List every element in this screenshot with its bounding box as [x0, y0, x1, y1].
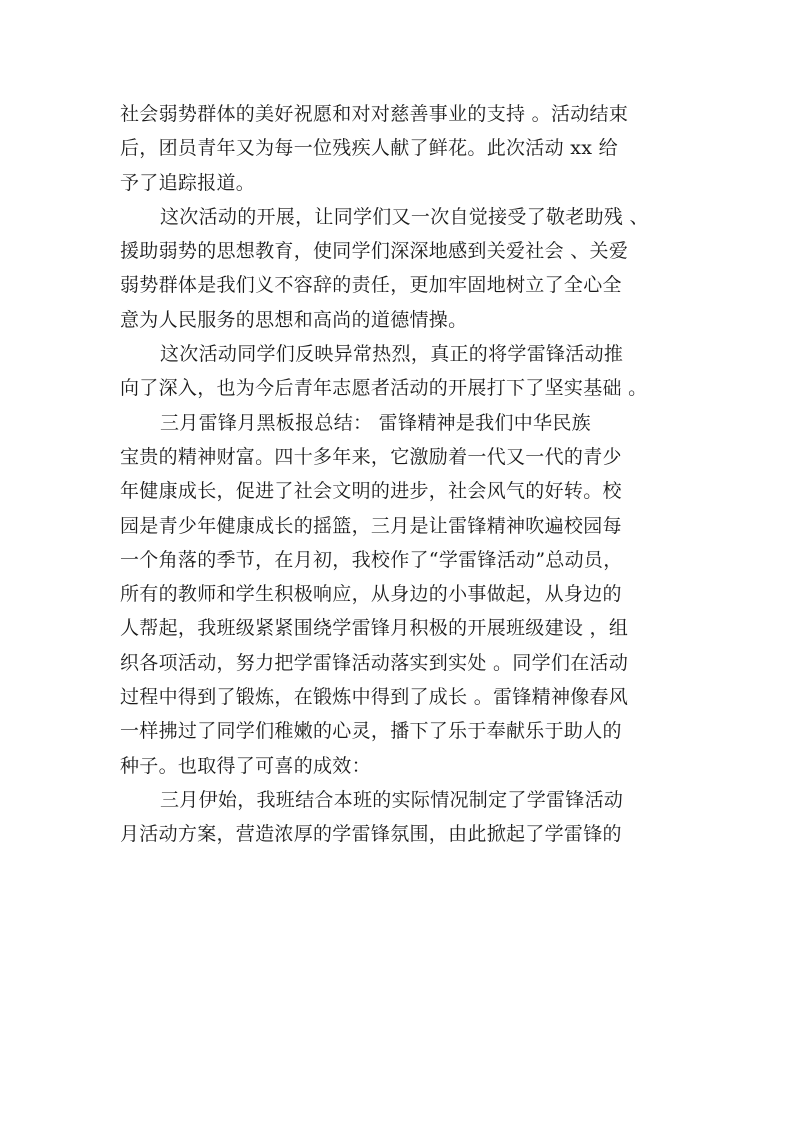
text-line: 园是青少年健康成长的摇篮，三月是让雷锋精神吹遍校园每	[120, 514, 622, 537]
paragraph-1	[120, 97, 680, 200]
text-line: 年健康成长，促进了社会文明的进步，社会风气的好转。校	[120, 480, 622, 503]
text-line: 月活动方案，营造浓厚的学雷锋氛围，由此掀起了学雷锋的	[120, 823, 622, 846]
text-line: 种子。也取得了可喜的成效：	[120, 754, 371, 777]
text-line: 这次活动同学们反映异常热烈，真正的将学雷锋活动推	[160, 343, 624, 366]
text-line: 予了追踪报道。	[120, 171, 256, 194]
paragraph-2	[120, 200, 680, 337]
text-line: 织各项活动，努力把学雷锋活动落实到实处 。同学们在活动	[120, 651, 629, 674]
text-line: 一样拂过了同学们稚嫩的心灵，播下了乐于奉献乐于助人的	[120, 720, 622, 743]
text-line: 三月雷锋月黑板报总结： 雷锋精神是我们中华民族	[160, 411, 591, 434]
text-line: 弱势群体是我们义不容辞的责任，更加牢固地树立了全心全	[120, 274, 622, 297]
paragraph-5	[120, 783, 680, 852]
text-line: 后，团员青年又为每一位残疾人献了鲜花。此次活动 xx 给	[120, 137, 618, 160]
text-line: 向了深入，也为今后青年志愿者活动的开展打下了坚实基础 。	[120, 377, 648, 400]
text-line: 一个角落的季节，在月初，我校作了“学雷锋活动”总动员，	[120, 548, 623, 571]
text-line: 人帮起，我班级紧紧围绕学雷锋月积极的开展班级建设 ，组	[120, 617, 629, 640]
text-line: 所有的教师和学生积极响应，从身边的小事做起，从身边的	[120, 583, 622, 606]
paragraph-4	[120, 406, 680, 783]
paragraph-3	[120, 337, 680, 406]
text-line: 援助弱势的思想教育，使同学们深深地感到关爱社会 、关爱	[120, 240, 629, 263]
text-line: 意为人民服务的思想和高尚的道德情操。	[120, 308, 468, 331]
text-line: 宝贵的精神财富。四十多年来，它激励着一代又一代的青少	[120, 445, 622, 468]
document-body	[120, 97, 680, 852]
text-line: 三月伊始，我班结合本班的实际情况制定了学雷锋活动	[160, 788, 624, 811]
text-line: 社会弱势群体的美好祝愿和对对慈善事业的支持 。活动结束	[120, 103, 629, 125]
text-line: 这次活动的开展，让同学们又一次自觉接受了敬老助残 、	[160, 205, 649, 228]
text-line: 过程中得到了锻炼，在锻炼中得到了成长 。雷锋精神像春风	[120, 686, 629, 709]
